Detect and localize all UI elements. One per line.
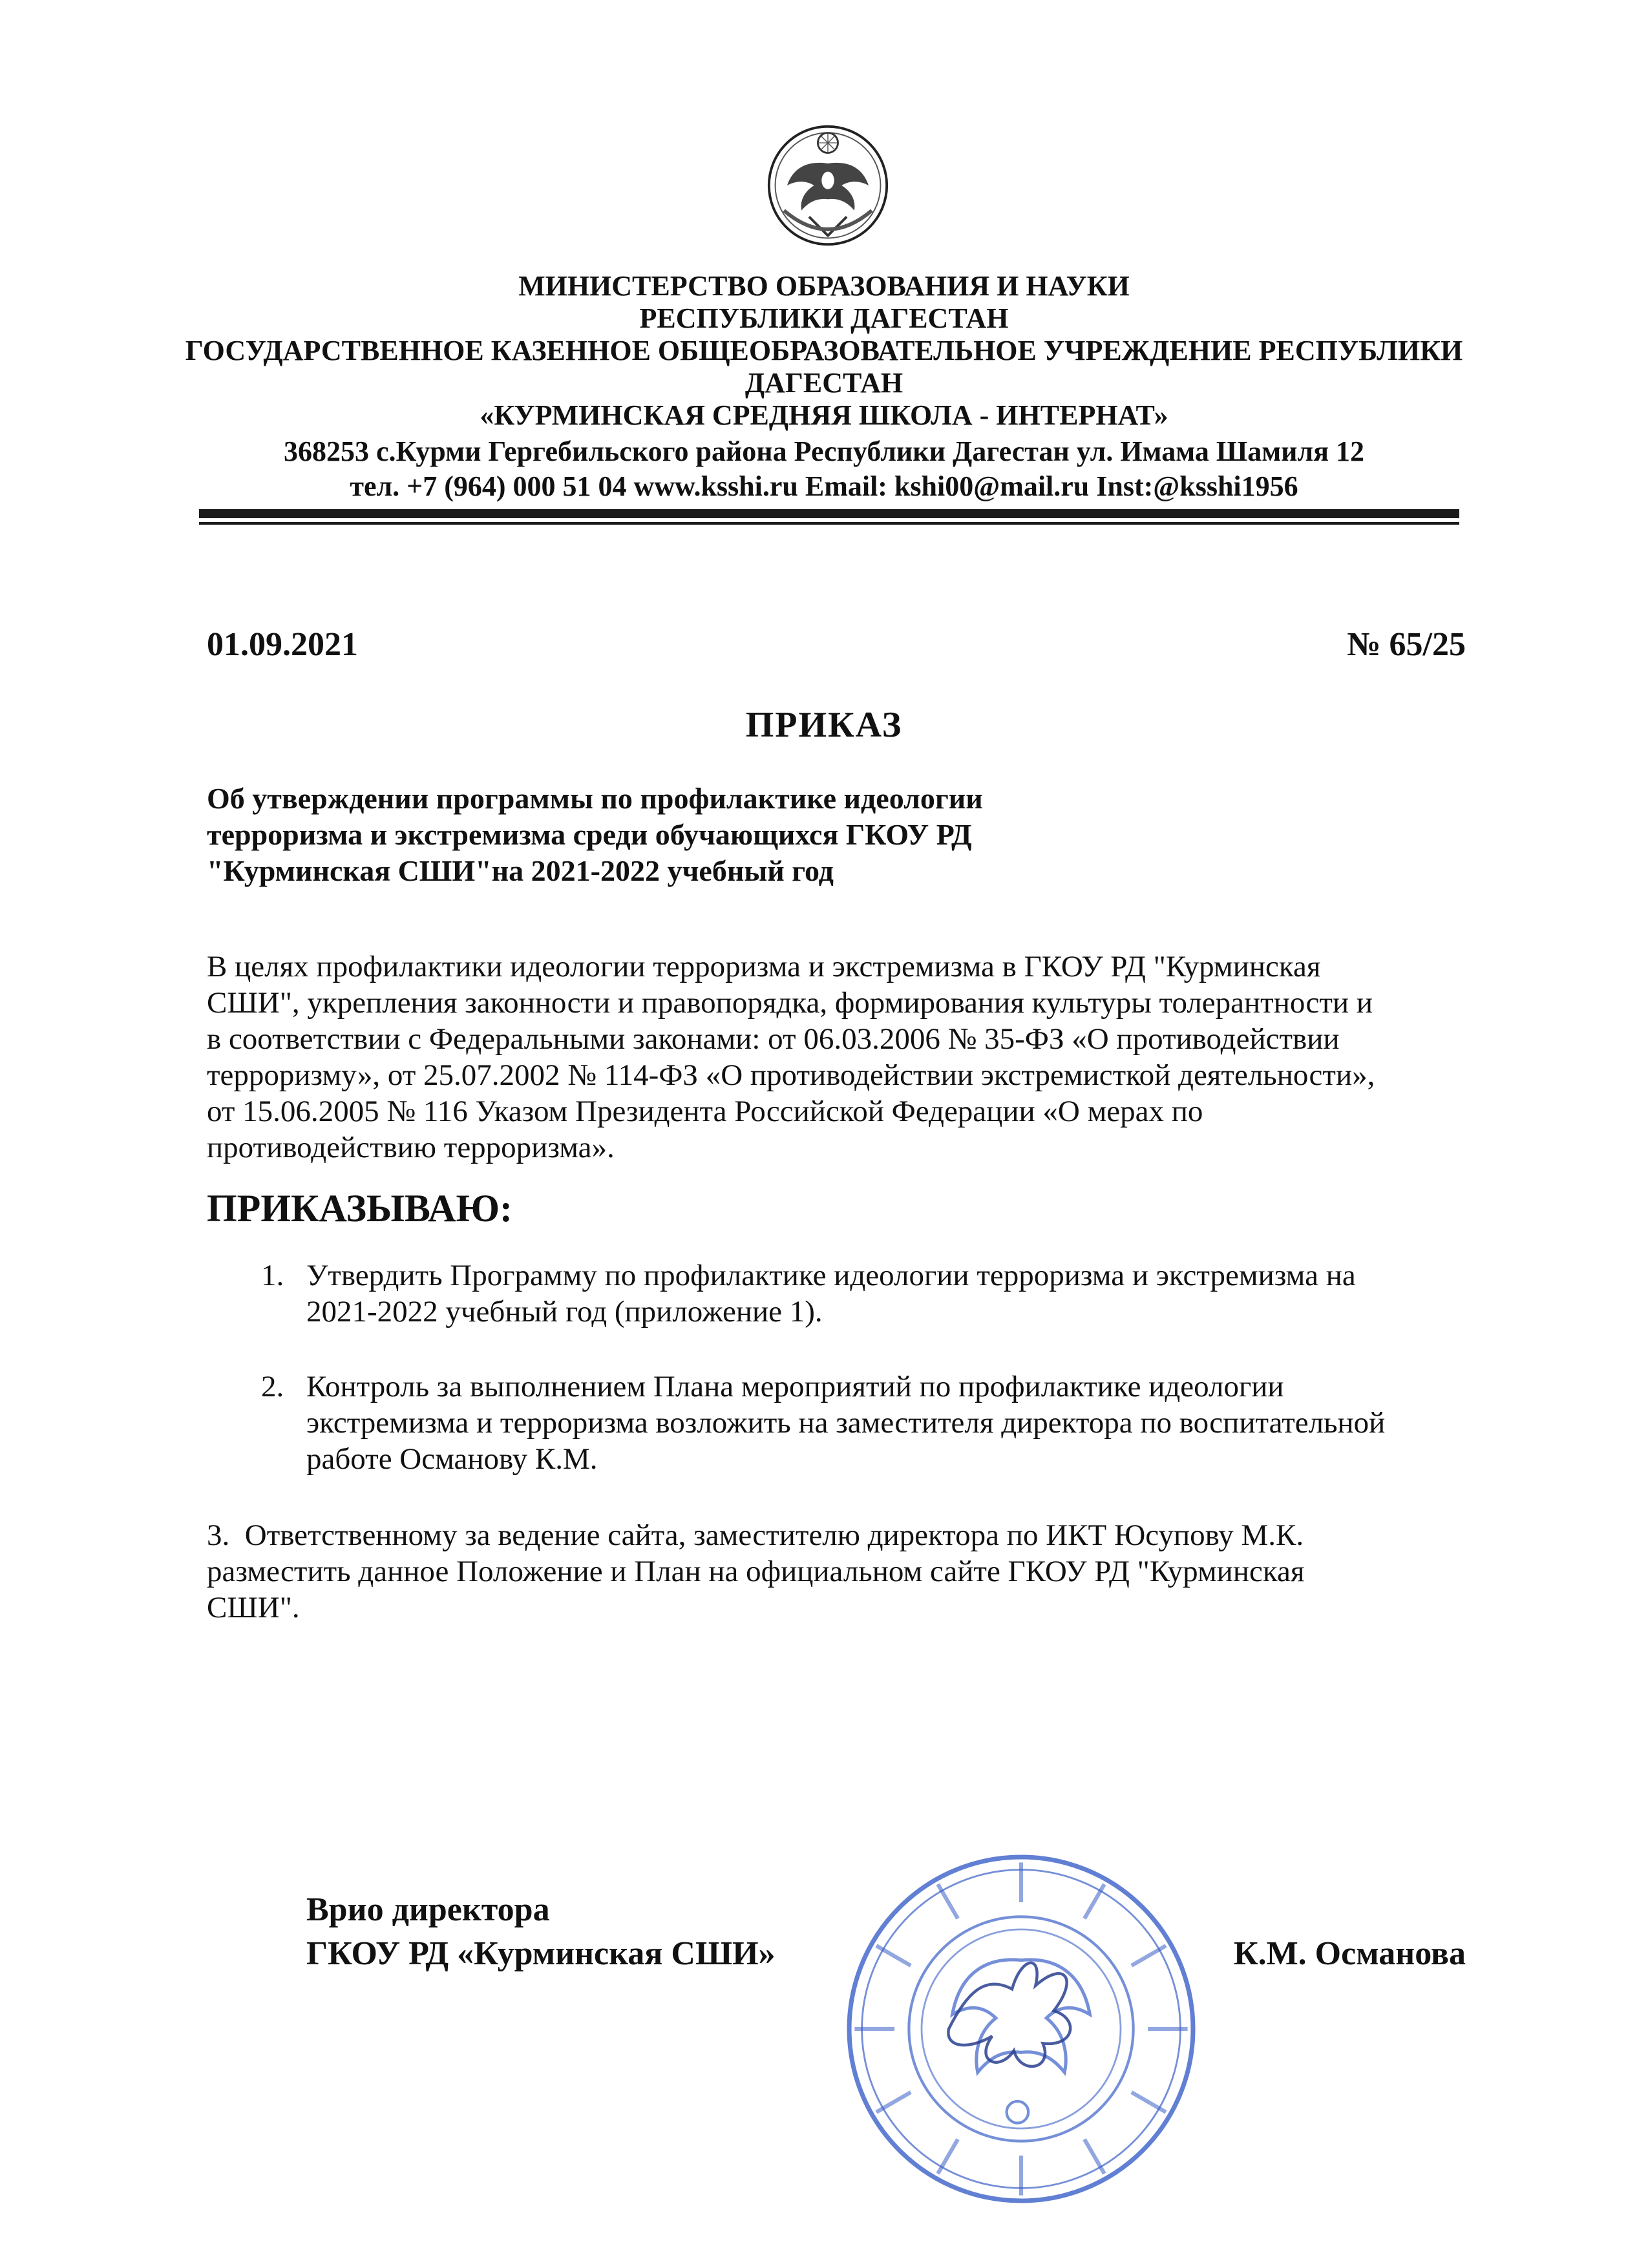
header-divider-thick (199, 509, 1459, 518)
institution-name-cont: ДАГЕСТАН (745, 367, 903, 399)
item-number: 1. (261, 1259, 284, 1292)
item-line: работе Османову К.М. (306, 1442, 598, 1476)
subject-line: "Курминская СШИ"на 2021-2022 учебный год (207, 854, 834, 887)
item-number: 3. (207, 1518, 230, 1552)
item-number: 2. (261, 1370, 284, 1403)
preamble-line: терроризму», от 25.07.2002 № 114-ФЗ «О противодействии экстремисткой деятельности», (207, 1058, 1375, 1092)
item-line: разместить данное Положение и План на официальном сайте ГКОУ РД "Курминская (207, 1555, 1305, 1588)
header-divider-thin (199, 522, 1459, 525)
position-line: Врио директора (306, 1891, 550, 1928)
item-line: 3. Ответственному за ведение сайта, заместителю директора по ИКТ Юсупову М.К. (207, 1518, 1304, 1552)
dagestan-coat-of-arms-icon (765, 123, 891, 248)
order-item (306, 1369, 1463, 1477)
signatory-name: К.М. Османова (1233, 1935, 1466, 1972)
order-command: ПРИКАЗЫВАЮ: (207, 1187, 513, 1230)
official-round-seal-icon (840, 1848, 1202, 2210)
preamble-line: от 15.06.2005 № 116 Указом Президента Российской Федерации «О мерах по (207, 1095, 1203, 1128)
preamble-line: СШИ", укрепления законности и правопорядка, формирования культуры толерантности и (207, 986, 1373, 1020)
ministry-name: МИНИСТЕРСТВО ОБРАЗОВАНИЯ И НАУКИ (518, 270, 1130, 302)
item-line: Контроль за выполнением Плана мероприятий по профилактике идеологии (306, 1370, 1284, 1403)
institution-name: ГОСУДАРСТВЕННОЕ КАЗЕННОЕ ОБЩЕОБРАЗОВАТЕЛЬНОЕ УЧРЕЖДЕНИЕ РЕСПУБЛИКИ (185, 335, 1463, 366)
item-line: Утвердить Программу по профилактике идеологии терроризма и экстремизма на (306, 1259, 1356, 1292)
item-line: экстремизма и терроризма возложить на заместителя директора по воспитательной (306, 1406, 1386, 1440)
republic-name: РЕСПУБЛИКИ ДАГЕСТАН (639, 302, 1009, 334)
item-line: СШИ". (207, 1591, 300, 1624)
order-item (306, 1257, 1463, 1330)
order-item (207, 1517, 1474, 1626)
position-line: ГКОУ РД «Курминская СШИ» (306, 1935, 776, 1972)
school-address: 368253 с.Курми Гергебильского района Республики Дагестан ул. Имама Шамиля 12 (283, 436, 1365, 467)
preamble-line: В целях профилактики идеологии терроризма и экстремизма в ГКОУ РД "Курминская (207, 950, 1321, 983)
preamble (207, 949, 1454, 1166)
preamble-line: в соответствии с Федеральными законами: от 06.03.2006 № 35-ФЗ «О противодействии (207, 1022, 1340, 1056)
signatory-position (306, 1888, 776, 1976)
order-subject (207, 781, 1176, 889)
school-contacts: тел. +7 (964) 000 51 04 www.ksshi.ru Email: kshi00@mail.ru Inst:@ksshi1956 (350, 470, 1298, 502)
preamble-line: противодействию терроризма». (207, 1131, 615, 1164)
document-title: ПРИКАЗ (745, 705, 903, 745)
item-line: 2021-2022 учебный год (приложение 1). (306, 1295, 823, 1328)
order-number: № 65/25 (1347, 626, 1466, 663)
subject-line: Об утверждении программы по профилактике идеологии (207, 782, 983, 815)
school-name: «КУРМИНСКАЯ СРЕДНЯЯ ШКОЛА - ИНТЕРНАТ» (480, 399, 1168, 431)
subject-line: терроризма и экстремизма среди обучающихся ГКОУ РД (207, 818, 972, 851)
order-date: 01.09.2021 (207, 626, 358, 663)
